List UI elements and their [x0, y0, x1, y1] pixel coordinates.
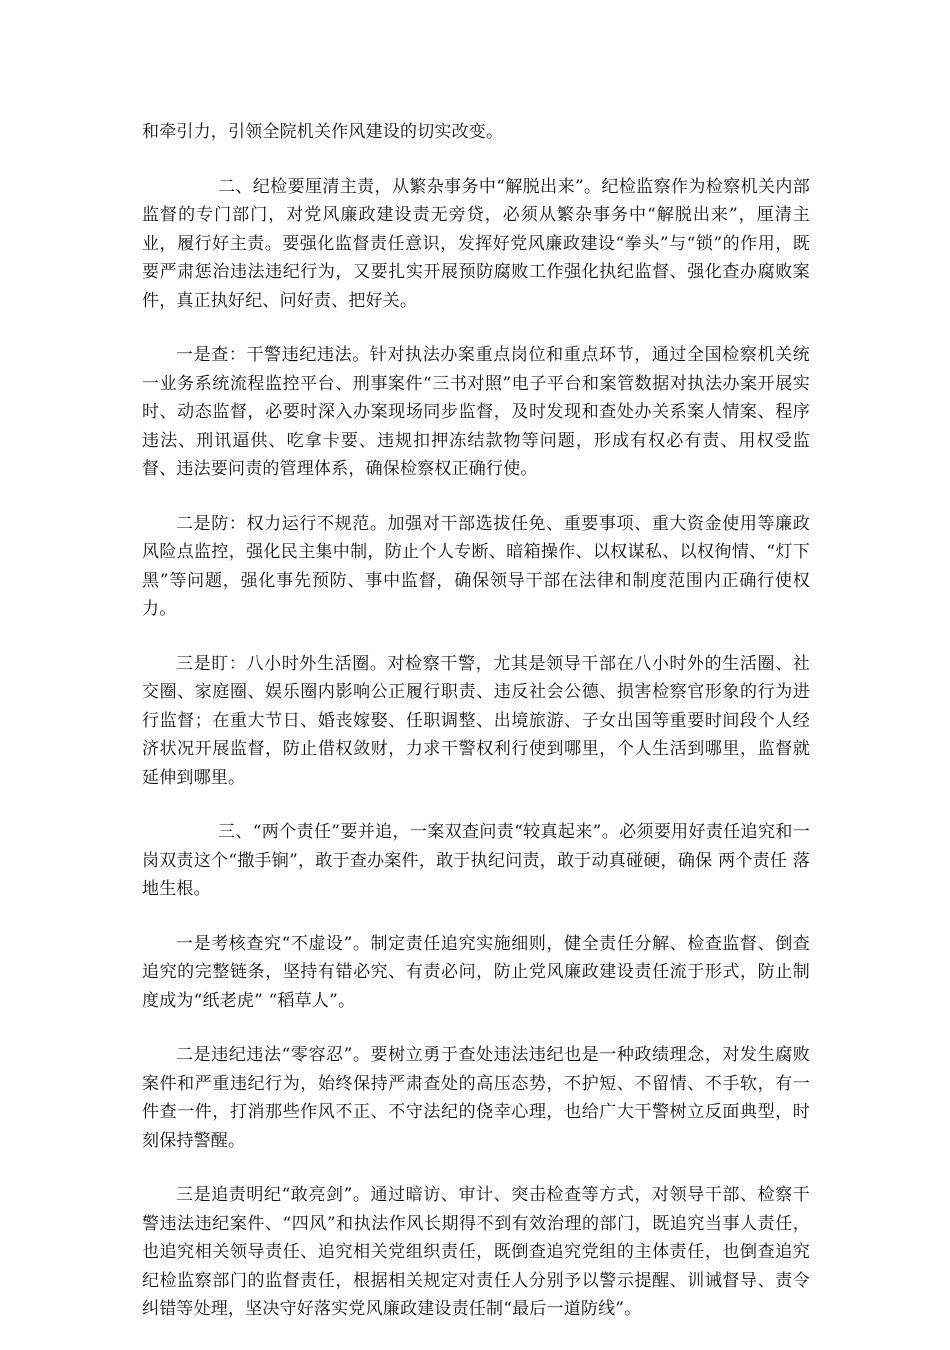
- paragraph-zero-tolerance: 二是违纪违法“零容忍”。要树立勇于查处违法违纪也是一种政绩理念，对发生腐败案件和严重违纪行为，始终保持严肃查处的高压态势，不护短、不留情、不手软，有一件查一件，打消那些作风不正、不守法纪的侥幸心理，也给广大干警树立反面典型，时刻保持警醒。: [142, 1045, 810, 1151]
- section-heading-paragraph-3: 三、“两个责任”要并追，一案双查问责“较真起来”。必须要用好责任追究和一岗双责这个“撒手锏”，敢于查办案件，敢于执纪问责，敢于动真碰硬，确保 两个责任 落地生根。: [142, 822, 810, 899]
- document-body: [142, 118, 810, 1350]
- paragraph-continuation: 和牵引力，引领全院机关作风建设的切实改变。: [142, 122, 504, 142]
- section-heading-paragraph-2: 二、纪检要厘清主责，从繁杂事务中“解脱出来”。纪检监察作为检察机关内部监督的专门部门，对党风廉政建设责无旁贷，必须从繁杂事务中“解脱出来”，厘清主业，履行好主责。要强化监督责任意识，发挥好党风廉政建设“拳头”与“锁”的作用，既要严肃惩治违法违纪行为，又要扎实开展预防腐败工作强化执纪监督、强化查办腐败案件，真正执好纪、问好责、把好关。: [142, 176, 810, 311]
- paragraph-watch: 三是盯：八小时外生活圈。对检察干警，尤其是领导干部在八小时外的生活圈、社交圈、家庭圈、娱乐圈内影响公正履行职责、违反社会公德、损害检察官形象的行为进行监督；在重大节日、婚丧嫁娶、任职调整、出境旅游、子女出国等重要时间段个人经济状况开展监督，防止借权敛财，力求干警权利行使到哪里，个人生活到哪里，监督就延伸到哪里。: [142, 653, 810, 788]
- paragraph-check: 一是查：干警违纪违法。针对执法办案重点岗位和重点环节，通过全国检察机关统一业务系统流程监控平台、刑事案件“三书对照”电子平台和案管数据对执法办案开展实时、动态监督，必要时深入办案现场同步监督，及时发现和查处办关系案人情案、程序违法、刑讯逼供、吃拿卡要、违规扣押冻结款物等问题，形成有权必有责、用权受监督、违法要问责的管理体系，确保检察权正确行使。: [142, 345, 810, 479]
- paragraph-accountability: 三是追责明纪“敢亮剑”。通过暗访、审计、突击检查等方式，对领导干部、检察干警违法违纪案件、“四风”和执法作风长期得不到有效治理的部门，既追究当事人责任，也追究相关领导责任、追究相关党组织责任，既倒查追究党组的主体责任，也倒查追究纪检监察部门的监督责任，根据相关规定对责任人分别予以警示提醒、训诫督导、责令纠错等处理，坚决守好落实党风廉政建设责任制“最后一道防线”。: [142, 1185, 810, 1319]
- paragraph-assessment: 一是考核查究“不虚设”。制定责任追究实施细则，健全责任分解、检查监督、倒查追究的完整链条，坚持有错必究、有责必问，防止党风廉政建设责任流于形式，防止制度成为“纸老虎” “稻草人”。: [142, 933, 810, 1011]
- paragraph-prevent: 二是防：权力运行不规范。加强对干部选拔任免、重要事项、重大资金使用等廉政风险点监控，强化民主集中制，防止个人专断、暗箱操作、以权谋私、以权徇情、“灯下黑”等问题，强化事先预防、事中监督，确保领导干部在法律和制度范围内正确行使权力。: [142, 513, 810, 619]
